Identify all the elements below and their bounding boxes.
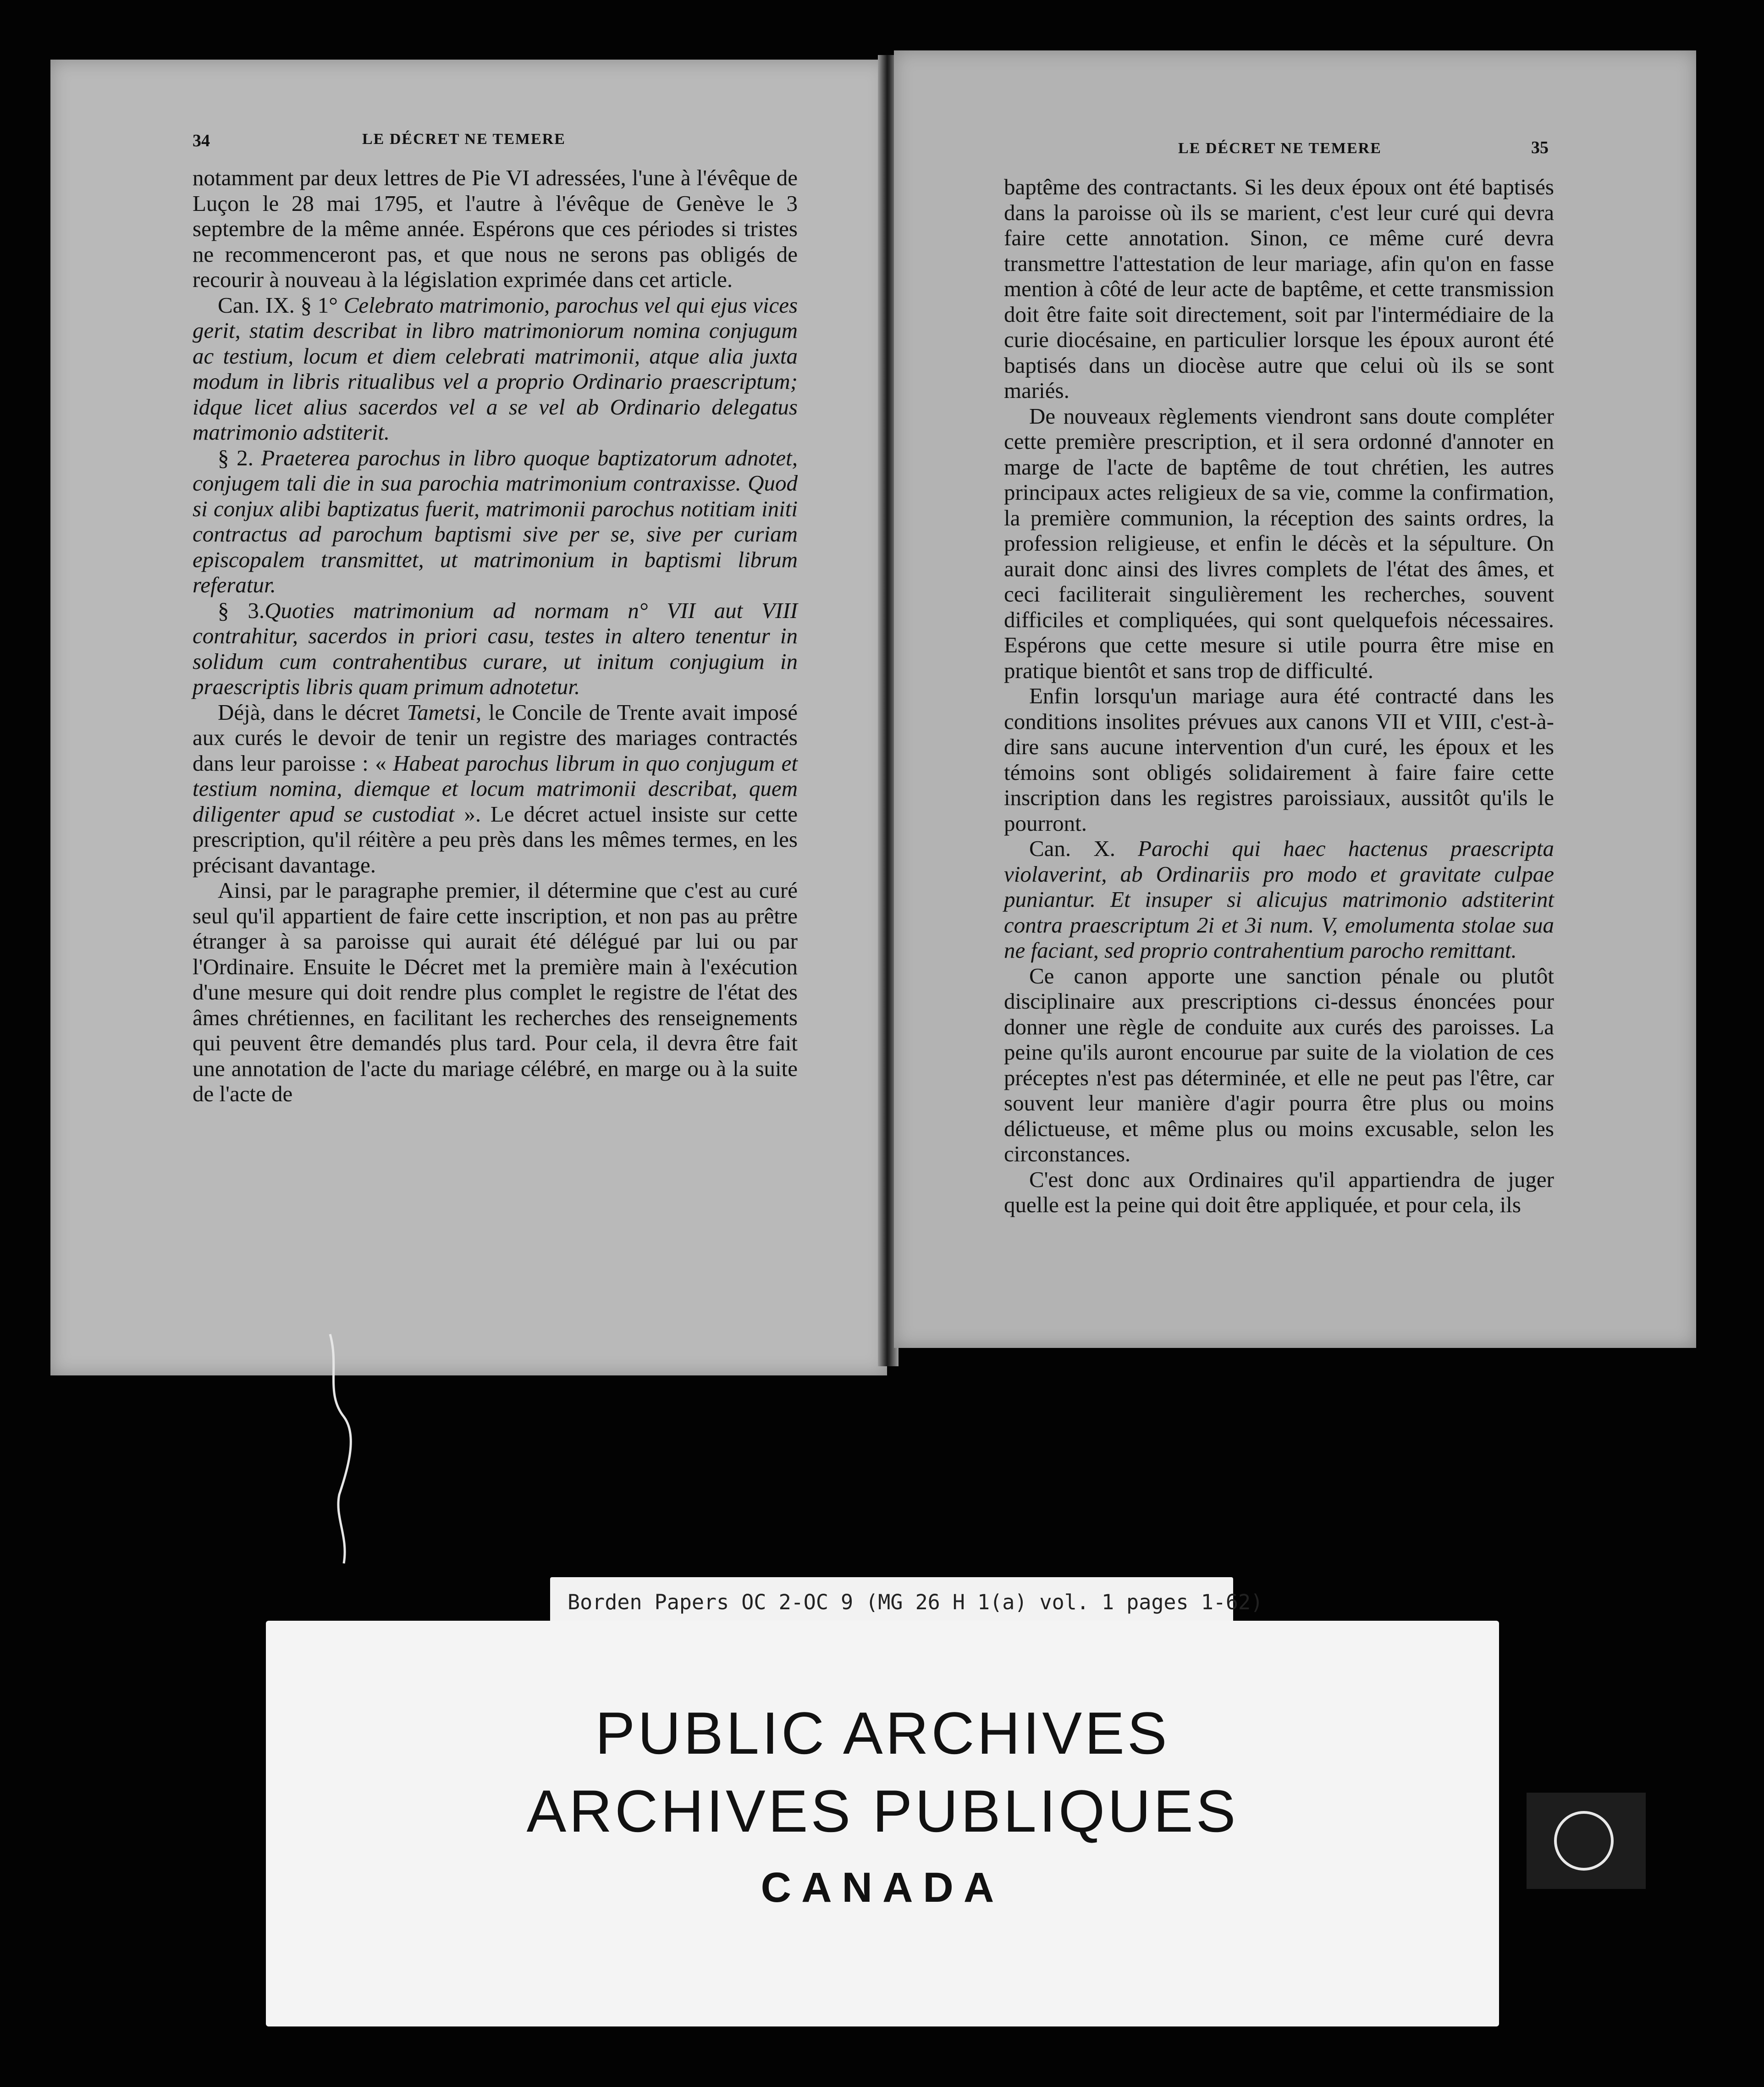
right-page-number: 35 [1531, 138, 1549, 157]
left-page-paragraph: Ainsi, par le paragraphe premier, il détermine que c'est au curé seul qu'il appartient de faire cette inscription, et non pas au prêtre étranger à sa paroisse qui aurait été délégué par lui ou par l'Ordinaire. Ensuite le Décret met la première main à l'exécution d'une mesure qui doit rendre plus complet le registre de l'état des âmes chrétiennes, en facilitant les recherches des renseignements qui peuvent être demandés plus tard. Pour cela, il devra être fait une annotation de l'acte du mariage célébré, en marge ou à la suite de l'acte de [193, 878, 798, 1106]
card-line-public-archives: PUBLIC ARCHIVES [595, 1700, 1170, 1767]
left-page-paragraph: § 3.Quoties matrimonium ad normam n° VII aut VIII contrahitur, sacerdos in priori casu, testes in altero tenentur in solidum cum contrahentibus curare, ut initum conjugium in praescriptis libris quam primum adnotetur. [193, 597, 798, 699]
reference-label: Borden Papers OC 2-OC 9 (MG 26 H 1(a) vol. 1 pages 1-62) [550, 1577, 1233, 1628]
archives-logo [1527, 1793, 1646, 1889]
card-line-canada: CANADA [761, 1864, 1004, 1911]
right-page-paragraph: C'est donc aux Ordinaires qu'il appartiendra de juger quelle est la peine qui doit être appliquée, et pour cela, ils [1004, 1166, 1554, 1217]
left-page-paragraph: § 2. Praeterea parochus in libro quoque baptizatorum adnotet, conjugem tali die in sua parochia matrimonium contraxisse. Quod si conjux alibi baptizatus fuerit, matrimonii parochus notitiam initi contractus ad parochum baptismi sive per se, sive per curiam episcopalem transmittet, ut matrimonium in baptismi librum referatur. [193, 445, 798, 597]
left-running-head: LE DÉCRET NE TEMERE [362, 131, 566, 148]
card-line-archives-publiques: ARCHIVES PUBLIQUES [526, 1778, 1239, 1844]
right-page-paragraph: Ce canon apporte une sanction pénale ou plutôt disciplinaire aux prescriptions ci-dessus énoncées pour donner une règle de conduite aux curés des paroisses. La peine qu'ils auront encourue par suite de la violation de ces préceptes n'est pas déterminée, et elle ne peut pas l'être, car souvent leur manière d'agir pourra être plus ou moins délictueuse, et même plus ou moins excusable, selon les circonstances. [1004, 963, 1554, 1166]
left-page [50, 60, 887, 1375]
left-page-number: 34 [193, 131, 210, 150]
right-page-paragraph: De nouveaux règlements viendront sans doute compléter cette première prescription, et il sera ordonné d'annoter en marge de l'acte de baptême de tout chrétien, les autres principaux actes religieux de sa vie, comme la confirmation, la première communion, la réception des saints ordres, la profession religieuse, et enfin le décès et la sépulture. On aurait donc ainsi des livres complets de l'état des âmes, et ceci faciliterait singulièrement les recherches, souvent difficiles et compliquées, qui sont quelquefois nécessaires. Espérons que cette mesure si utile pourra être mise en pratique bientôt et sans trop de difficulté. [1004, 403, 1554, 683]
right-page-paragraph: baptême des contractants. Si les deux époux ont été baptisés dans la paroisse où ils se marient, c'est leur curé qui devra faire cette annotation. Sinon, ce même curé devra transmettre l'attestation de leur mariage, afin qu'on en fasse mention à côté de leur acte de baptême, et cette transmission doit être faite soit directement, soit par l'intermédiaire de la curie diocésaine, en particulier lorsque les époux auront été baptisés dans un diocèse autre que celui où ils se sont mariés. [1004, 174, 1554, 403]
stray-thread [321, 1330, 385, 1568]
left-page-paragraph: Can. IX. § 1° Celebrato matrimonio, parochus vel qui ejus vices gerit, statim describat in libro matrimoniorum nomina conjugum ac testium, locum et diem celebrati matrimonii, atque alia juxta modum in libris ritualibus vel a proprio Ordinario praescriptum; idque licet alius sacerdos vel a se vel ab Ordinario delegatus matrimonio adstiterit. [193, 292, 798, 445]
right-page-paragraph: Can. X. Parochi qui haec hactenus praescripta violaverint, ab Ordinariis pro modo et gravitate culpae puniantur. Et insuper si alicujus matrimonio adstiterint contra praescriptum 2i et 3i num. V, emolumenta stolae sua ne faciant, sed proprio contrahentium parocho remittant. [1004, 836, 1554, 963]
archives-monogram-icon [1554, 1811, 1614, 1871]
left-page-paragraph: Déjà, dans le décret Tametsi, le Concile de Trente avait imposé aux curés le devoir de tenir un registre des mariages contractés dans leur paroisse : « Habeat parochus librum in quo conjugum et testium nomina, diemque et locum matrimonii describat, quem diligenter apud se custodiat ». Le décret actuel insiste sur cette prescription, qu'il réitère a peu près dans les mêmes termes, en les précisant davantage. [193, 699, 798, 878]
left-page-body [193, 165, 798, 1107]
right-page-body [1004, 174, 1554, 1218]
archive-card [266, 1621, 1499, 2026]
right-page [894, 50, 1696, 1348]
right-page-paragraph: Enfin lorsqu'un mariage aura été contracté dans les conditions insolites prévues aux canons VII et VIII, c'est-à-dire sans aucune intervention d'un curé, les époux et les témoins sont obligés solidairement à faire faire cette inscription dans les registres paroissiaux, aussitôt qu'ils le pourront. [1004, 683, 1554, 836]
right-running-head: LE DÉCRET NE TEMERE [1178, 140, 1382, 157]
left-page-paragraph: notamment par deux lettres de Pie VI adressées, l'une à l'évêque de Luçon le 28 mai 1795, et l'autre à l'évêque de Genève le 3 septembre de la même année. Espérons que ces périodes si tristes ne recommenceront pas, et que nous ne serons pas obligés de recourir à nouveau à la législation exprimée dans cet article. [193, 165, 798, 292]
